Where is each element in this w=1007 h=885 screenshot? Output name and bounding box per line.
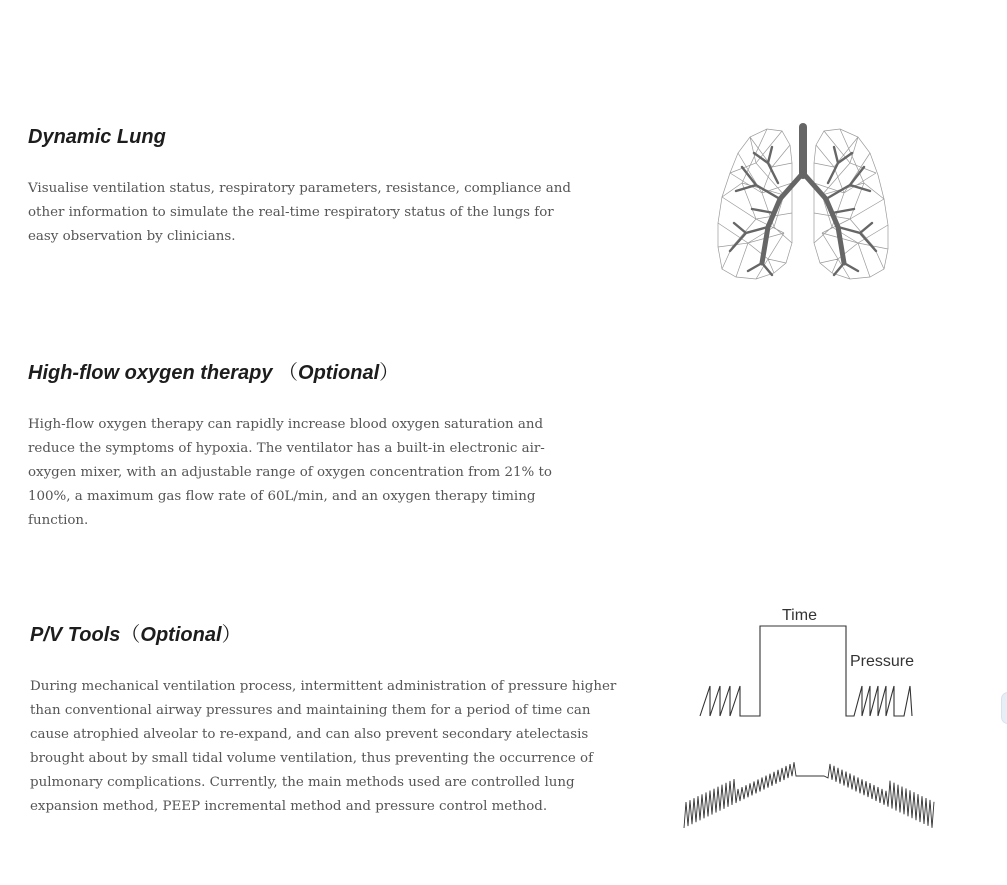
- close-paren: ）: [379, 360, 400, 384]
- lungs-icon: [712, 123, 894, 285]
- section-pv-tools: [30, 618, 630, 819]
- optional-label: Optional: [140, 624, 222, 646]
- high-flow-description: High-flow oxygen therapy can rapidly increase blood oxygen saturation and reduce the symptoms of hypoxia. The ventilator has a built-in electronic air-oxygen mixer, with an adjustable range of oxygen concentration from 21% to 100%, a maximum gas flow rate of 60L/min, and an oxygen therapy timing function.: [28, 417, 552, 528]
- high-flow-title-text: High-flow oxygen therapy: [28, 362, 273, 384]
- time-label: Time: [782, 607, 817, 624]
- optional-label: Optional: [298, 362, 380, 384]
- pressure-time-trace: [700, 626, 915, 716]
- section-dynamic-lung: [28, 126, 588, 249]
- high-flow-title: [28, 356, 588, 385]
- pv-tools-title-text: P/V Tools: [30, 624, 121, 646]
- pressure-oscillation-trace: [684, 762, 934, 828]
- pv-tools-title: [30, 618, 630, 647]
- dynamic-lung-description: Visualise ventilation status, respiratory parameters, resistance, compliance and other information to simulate the real-time respiratory status of the lungs for easy observation by clinicians.: [28, 181, 571, 244]
- pressure-label: Pressure: [850, 653, 915, 670]
- pv-waveform-diagram: [676, 600, 946, 840]
- dynamic-lung-title: Dynamic Lung: [28, 126, 166, 148]
- section-high-flow-oxygen: [28, 356, 588, 533]
- pv-tools-description: During mechanical ventilation process, intermittent administration of pressure higher than conventional airway pressures and maintaining them for a period of time can cause atrophied alveolar to re-expand, and can also prevent secondary atelectasis brought about by small tidal volume ventilation, thus preventing the occurrence of pulmonary complications. Currently, the main methods used are controlled lung expansion method, PEEP incremental method and pressure control method.: [30, 679, 617, 814]
- open-paren: （: [278, 360, 299, 384]
- open-paren: （: [120, 622, 141, 646]
- close-paren: ）: [221, 622, 242, 646]
- side-scroll-handle[interactable]: [1001, 692, 1007, 724]
